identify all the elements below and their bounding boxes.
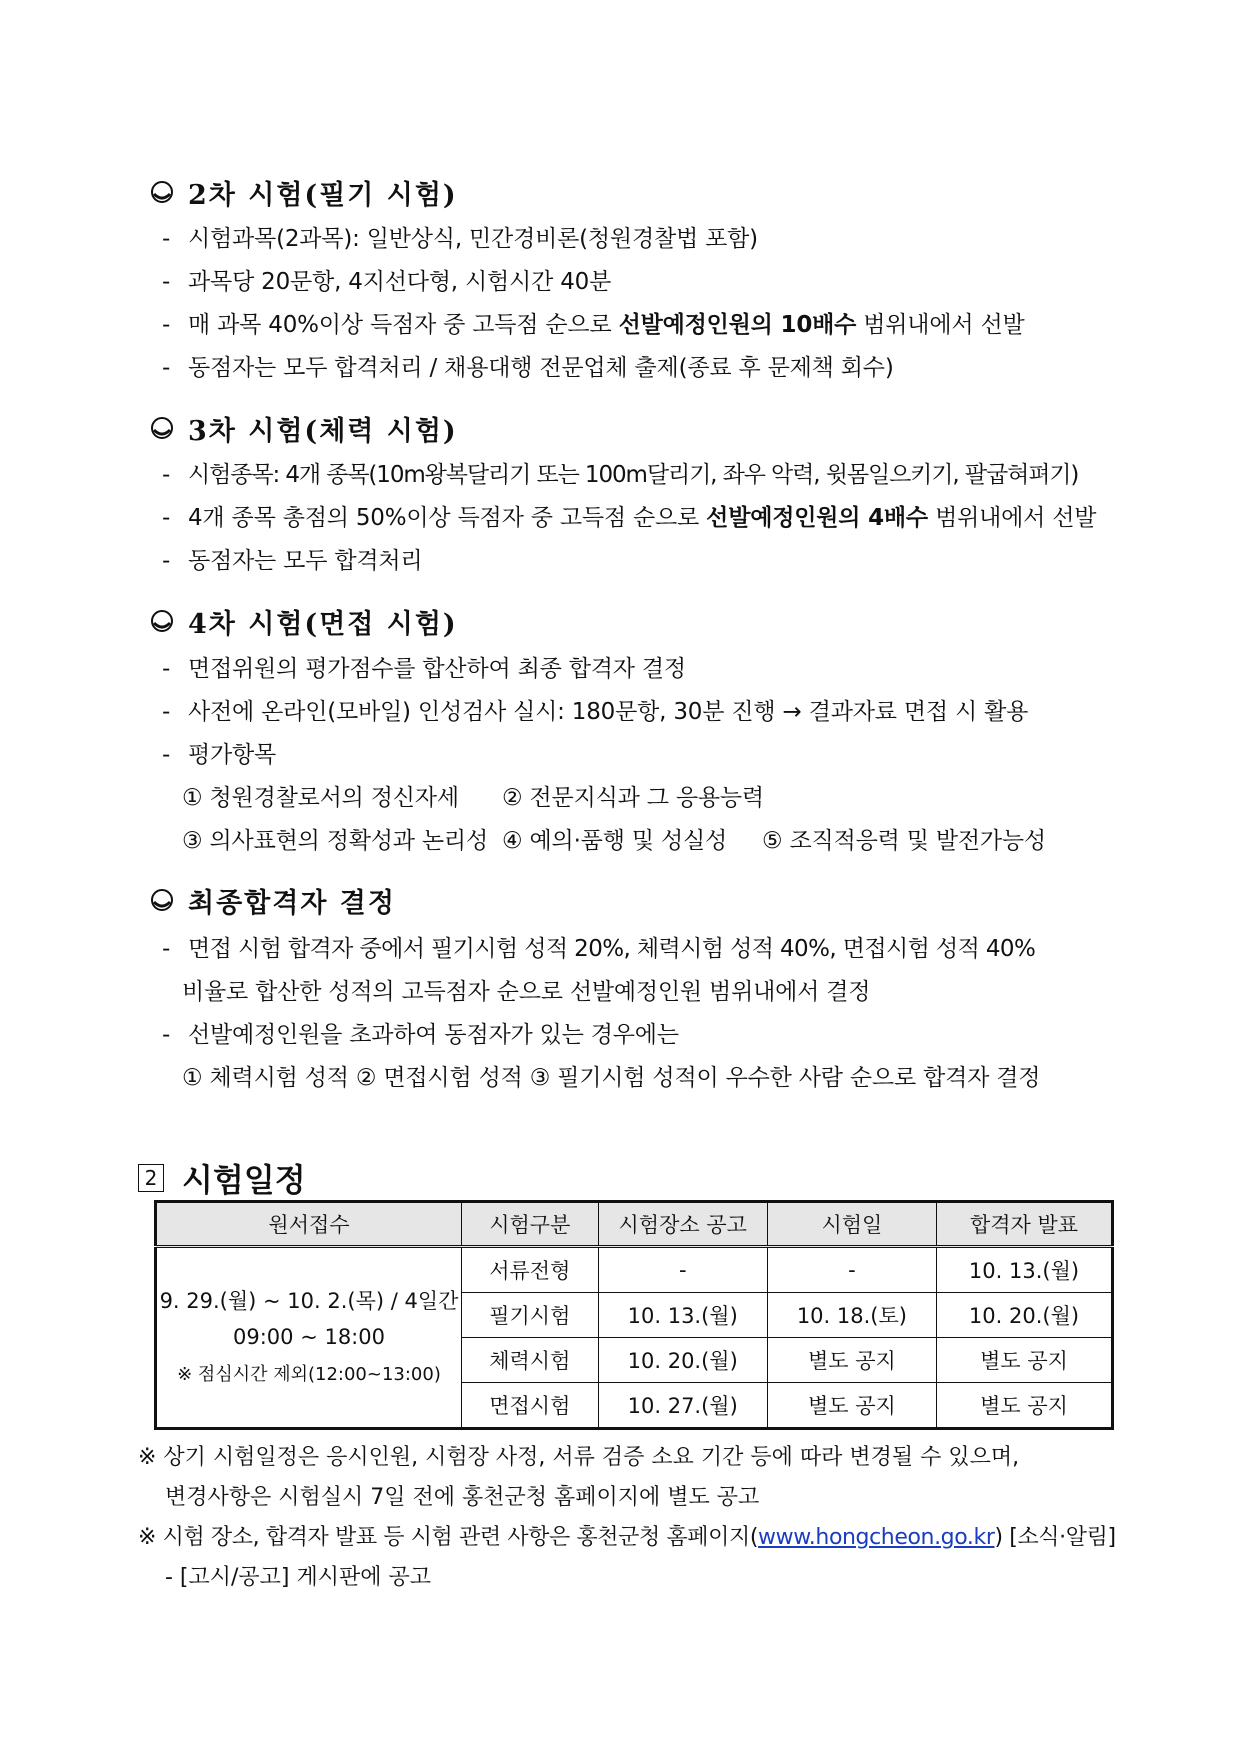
section-title: 4차 시험(면접 시험): [188, 608, 458, 640]
section-title: 2차 시험(필기 시험): [188, 179, 458, 211]
bullet-line: - 면접 시험 합격자 중에서 필기시험 성적 20%, 체력시험 성적 40%, 면접시험 성적 40%: [162, 936, 1036, 962]
section-number-box: 2: [138, 1164, 164, 1192]
schedule-heading: [138, 1155, 306, 1201]
evaluation-items-row: ① 청원경찰로서의 정신자세 ② 전문지식과 그 응용능력: [182, 785, 764, 811]
reception-period-cell: 9. 29.(월) ~ 10. 2.(목) / 4일간 09:00 ~ 18:00 ※ 점심시간 제외(12:00~13:00): [156, 1247, 462, 1429]
table-cell: 10. 20.(월): [936, 1293, 1112, 1338]
header-venue-notice: 시험장소 공고: [598, 1202, 767, 1247]
bullet-line: - 평가항목: [162, 742, 277, 768]
evaluation-items-row: ③ 의사표현의 정확성과 논리성 ④ 예의·품행 및 성실성 ⑤ 조직적응력 및 발전가능성: [182, 828, 1046, 854]
table-cell: 별도 공지: [767, 1383, 936, 1429]
website-note: ※ 시험 장소, 합격자 발표 등 시험 관련 사항은 홍천군청 홈페이지(www.hongcheon.go.kr) [소식·알림]: [138, 1525, 1116, 1550]
section-heading-final-decision: [150, 880, 396, 920]
table-cell: 필기시험: [462, 1293, 599, 1338]
website-note-continued: - [고시/공고] 게시판에 공고: [165, 1565, 432, 1590]
continuation-line: ① 체력시험 성적 ② 면접시험 성적 ③ 필기시험 성적이 우수한 사람 순으로 합격자 결정: [182, 1065, 1041, 1091]
table-cell: 서류전형: [462, 1247, 599, 1293]
section-title: 3차 시험(체력 시험): [188, 415, 458, 447]
circle-bullet-icon: [150, 180, 174, 204]
bullet-line: - 선발예정인원을 초과하여 동점자가 있는 경우에는: [162, 1022, 679, 1048]
table-cell: 10. 20.(월): [598, 1338, 767, 1383]
table-cell: 10. 13.(월): [936, 1247, 1112, 1293]
bullet-line: - 과목당 20문항, 4지선다형, 시험시간 40분: [162, 269, 612, 295]
table-cell: 10. 13.(월): [598, 1293, 767, 1338]
bullet-line: - 사전에 온라인(모바일) 인성검사 실시: 180문항, 30분 진행 → 결과자료 면접 시 활용: [162, 699, 1029, 725]
schedule-title: 시험일정: [182, 1161, 306, 1199]
homepage-link[interactable]: www.hongcheon.go.kr: [758, 1525, 995, 1550]
table-cell: 별도 공지: [936, 1338, 1112, 1383]
continuation-line: 비율로 합산한 성적의 고득점자 순으로 선발예정인원 범위내에서 결정: [182, 979, 871, 1005]
table-cell: -: [598, 1247, 767, 1293]
circle-bullet-icon: [150, 888, 174, 912]
bullet-line: - 4개 종목 총점의 50%이상 득점자 중 고득점 순으로 선발예정인원의 4배수 범위내에서 선발: [162, 505, 1097, 531]
section-heading-interview-exam: [150, 601, 458, 641]
table-cell: 별도 공지: [936, 1383, 1112, 1429]
section-title: 최종합격자 결정: [188, 887, 396, 919]
schedule-note-continued: 변경사항은 시험실시 7일 전에 홍천군청 홈페이지에 별도 공고: [165, 1485, 760, 1510]
bullet-line: - 동점자는 모두 합격처리 / 채용대행 전문업체 출제(종료 후 문제책 회수): [162, 355, 894, 381]
header-exam-date: 시험일: [767, 1202, 936, 1247]
circle-bullet-icon: [150, 416, 174, 440]
table-cell: 별도 공지: [767, 1338, 936, 1383]
table-row: [156, 1247, 1113, 1293]
bullet-line: - 면접위원의 평가점수를 합산하여 최종 합격자 결정: [162, 656, 686, 682]
section-heading-physical-exam: [150, 408, 458, 448]
table-cell: 체력시험: [462, 1338, 599, 1383]
table-header-row: [156, 1202, 1113, 1247]
bullet-line: - 시험종목: 4개 종목(10m왕복달리기 또는 100m달리기, 좌우 악력, 윗몸일으키기, 팔굽혀펴기): [162, 462, 1079, 488]
header-exam-type: 시험구분: [462, 1202, 599, 1247]
table-cell: 면접시험: [462, 1383, 599, 1429]
section-heading-written-exam: [150, 172, 458, 212]
header-reception: 원서접수: [156, 1202, 462, 1247]
table-cell: -: [767, 1247, 936, 1293]
header-result-announcement: 합격자 발표: [936, 1202, 1112, 1247]
bullet-line: - 시험과목(2과목): 일반상식, 민간경비론(청원경찰법 포함): [162, 226, 758, 252]
circle-bullet-icon: [150, 609, 174, 633]
table-cell: 10. 27.(월): [598, 1383, 767, 1429]
table-cell: 10. 18.(토): [767, 1293, 936, 1338]
schedule-note: ※ 상기 시험일정은 응시인원, 시험장 사정, 서류 검증 소요 기간 등에 따라 변경될 수 있으며,: [138, 1445, 1020, 1470]
bullet-line: - 매 과목 40%이상 득점자 중 고득점 순으로 선발예정인원의 10배수 범위내에서 선발: [162, 312, 1025, 338]
schedule-table: [154, 1200, 1114, 1430]
bullet-line: - 동점자는 모두 합격처리: [162, 548, 423, 574]
